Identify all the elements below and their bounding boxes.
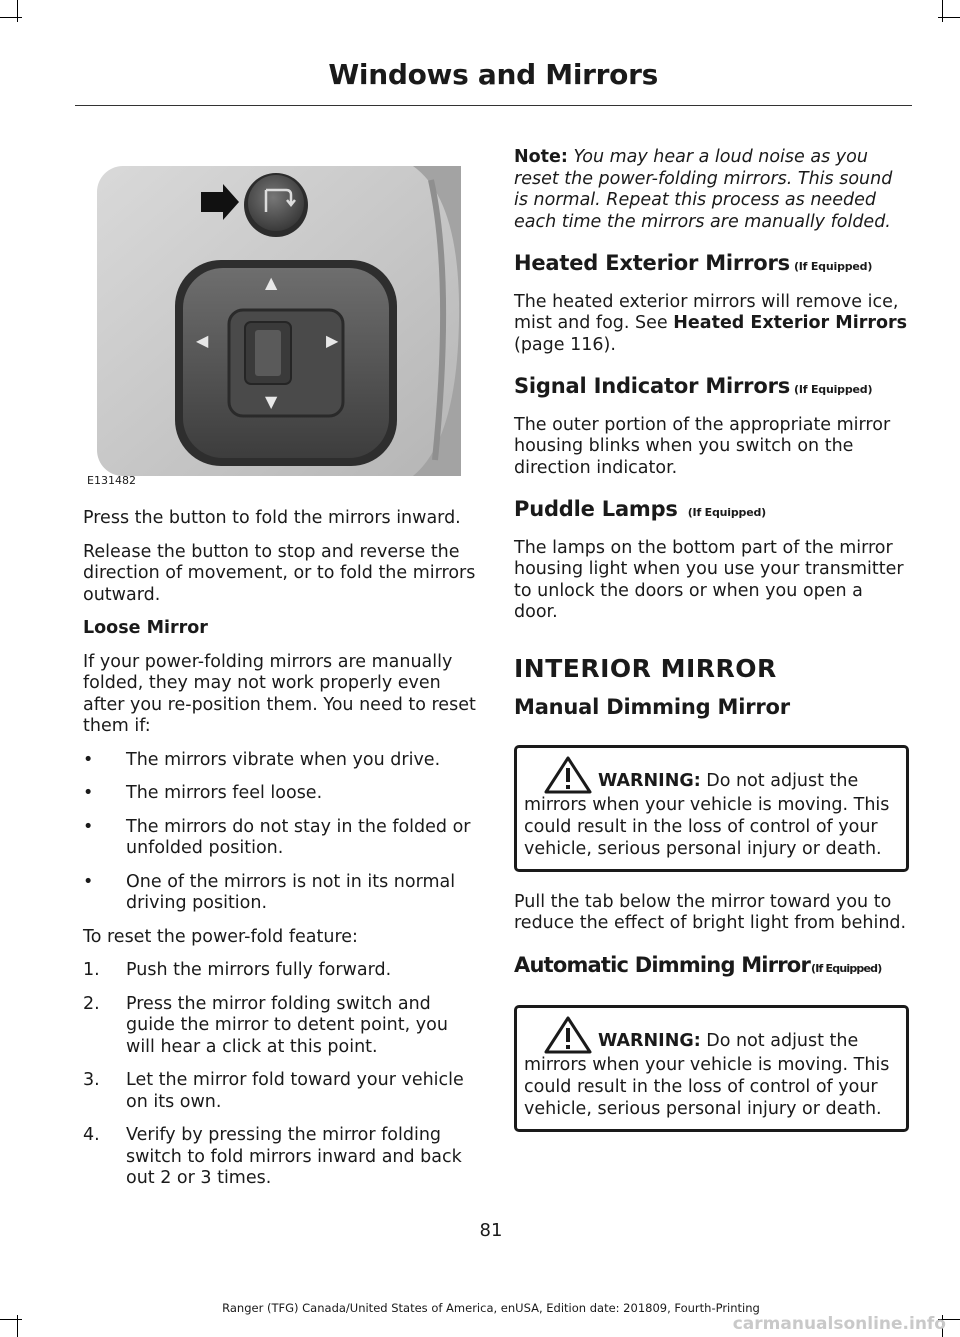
list-item-text: The mirrors do not stay in the folded or unfolded position. xyxy=(126,816,471,858)
right-column xyxy=(514,147,909,1152)
arrow-right-icon: ▶ xyxy=(326,331,339,350)
heading-text: Manual Dimming Mirror xyxy=(514,695,790,719)
list-item-text: The mirrors vibrate when you drive. xyxy=(126,749,441,770)
left-column xyxy=(83,508,478,1202)
list-item xyxy=(83,994,478,1059)
list-item-text: The mirrors feel loose. xyxy=(126,783,323,803)
crop-mark xyxy=(0,17,22,18)
step-number: 1. xyxy=(83,960,100,980)
crop-mark xyxy=(0,1319,22,1320)
warning-label: WARNING: xyxy=(598,770,701,791)
bullet-mark: • xyxy=(83,749,94,770)
step-text: Verify by pressing the mirror folding switch to fold mirrors inward and back out 2 or 3 times. xyxy=(126,1125,462,1188)
if-equipped-tag: (If Equipped) xyxy=(794,383,873,396)
footer-edition-info: Ranger (TFG) Canada/United States of America, enUSA, Edition date: 201809, Fourth-Printing xyxy=(222,1301,760,1315)
step-text: Press the mirror folding switch and guide the mirror to detent point, you will hear a click at this point. xyxy=(126,993,448,1057)
paragraph: To reset the power-fold feature: xyxy=(83,926,358,947)
bullet-mark: • xyxy=(83,816,94,837)
page-title: Windows and Mirrors xyxy=(328,58,658,91)
paragraph-text: (page 116). xyxy=(514,334,616,355)
warning-text: Do not adjust the mirrors when your vehicle is moving. This could result in the loss of control of your vehicle, serious personal injury or death. xyxy=(524,1031,890,1119)
watermark: carmanualsonline.info xyxy=(732,1314,946,1334)
heading-puddle-lamps xyxy=(514,499,909,524)
crop-mark xyxy=(938,17,960,18)
heading-manual-dimming xyxy=(514,697,909,719)
if-equipped-tag: (If Equipped) xyxy=(687,506,766,519)
arrow-down-icon: ▼ xyxy=(265,392,278,411)
paragraph: If your power-folding mirrors are manually folded, they may not work properly even after you re-position them. You need to reset them if: xyxy=(83,651,476,736)
warning-box xyxy=(514,1005,909,1132)
list-item xyxy=(83,1070,478,1113)
paragraph: The lamps on the bottom part of the mirror housing light when you use your transmitter to unlock the doors or when you open a door. xyxy=(514,537,904,622)
list-item xyxy=(83,1125,478,1190)
paragraph: The outer portion of the appropriate mirror housing blinks when you switch on the direction indicator. xyxy=(514,414,891,478)
crop-mark xyxy=(17,0,18,22)
if-equipped-tag: (If Equipped) xyxy=(793,260,873,273)
paragraph: Press the button to fold the mirrors inward. xyxy=(83,508,461,528)
step-number: 4. xyxy=(83,1125,100,1145)
list-item-text: One of the mirrors is not in its normal driving position. xyxy=(126,871,456,913)
figure-code: E131482 xyxy=(87,474,136,487)
arrow-left-icon: ◀ xyxy=(196,331,209,350)
numbered-list xyxy=(83,960,478,1190)
bullet-mark: • xyxy=(83,783,94,803)
list-item xyxy=(83,872,478,915)
note-label: Note: xyxy=(514,147,568,167)
heading-text: Puddle Lamps xyxy=(514,497,678,521)
page-number: 81 xyxy=(479,1220,503,1241)
step-text: Let the mirror fold toward your vehicle on its own. xyxy=(126,1070,464,1112)
paragraph-text: The heated exterior mirrors will remove ice, mist and fog. See xyxy=(514,291,899,333)
list-item xyxy=(83,960,478,982)
paragraph xyxy=(514,292,909,357)
heading-automatic-dimming xyxy=(514,952,909,980)
bullet-list xyxy=(83,750,478,915)
note xyxy=(514,147,909,233)
heading-text: Signal Indicator Mirrors xyxy=(514,374,791,398)
subheading-loose-mirror: Loose Mirror xyxy=(83,618,208,638)
list-item xyxy=(83,817,478,860)
warning-label: WARNING: xyxy=(598,1031,701,1051)
if-equipped-tag: (If Equipped) xyxy=(811,961,882,975)
heading-heated-mirrors xyxy=(514,253,909,278)
step-number: 2. xyxy=(83,993,100,1014)
paragraph: Pull the tab below the mirror toward you to reduce the effect of bright light from behind. xyxy=(514,891,907,933)
bullet-mark: • xyxy=(83,871,94,892)
crop-mark xyxy=(942,0,943,22)
step-text: Push the mirrors fully forward. xyxy=(126,960,392,980)
cross-reference-link[interactable]: Heated Exterior Mirrors xyxy=(673,313,908,333)
paragraph: Release the button to stop and reverse the direction of movement, or to fold the mirrors outward. xyxy=(83,541,476,605)
list-item xyxy=(83,750,478,772)
warning-triangle-icon xyxy=(544,756,592,794)
title-divider xyxy=(75,105,912,106)
warning-triangle-icon xyxy=(544,1016,592,1054)
heading-text: Heated Exterior Mirrors xyxy=(514,251,790,275)
arrow-up-icon: ▲ xyxy=(265,273,278,292)
list-item xyxy=(83,783,478,805)
warning-box xyxy=(514,745,909,872)
note-text: You may hear a loud noise as you reset the power-folding mirrors. This sound is normal. Repeat this process as needed each time the mirrors are manually folded. xyxy=(514,147,893,232)
mirror-control-illustration xyxy=(83,160,481,490)
step-number: 3. xyxy=(83,1070,100,1090)
heading-text: Automatic Dimming Mirror xyxy=(514,952,810,977)
warning-text: Do not adjust the mirrors when your vehicle is moving. This could result in the loss of control of your vehicle, serious personal injury or death. xyxy=(524,770,890,859)
section-heading-interior-mirror: INTERIOR MIRROR xyxy=(514,653,777,683)
heading-signal-mirrors xyxy=(514,376,909,401)
